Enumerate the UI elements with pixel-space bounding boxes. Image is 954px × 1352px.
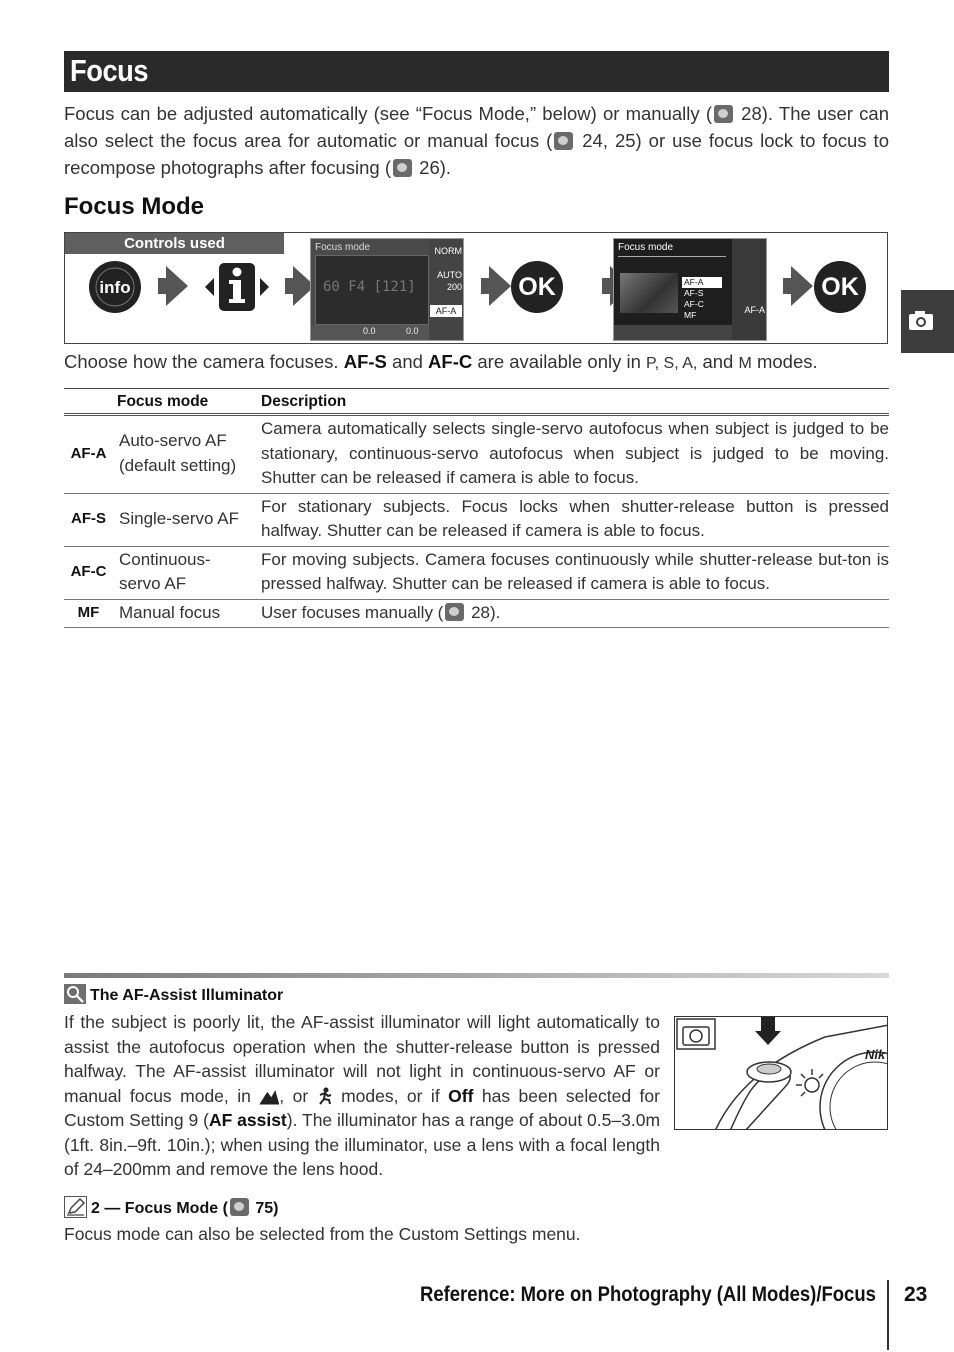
camera-tab-icon <box>901 290 954 353</box>
custom-setting-text: Focus mode can also be selected from the Custom Settings menu. <box>64 1224 581 1244</box>
ok-button-icon: OK <box>814 261 866 313</box>
footer-reference: Reference: More on Photography (All Modes)/Focus <box>420 1283 876 1306</box>
table-header-focus-mode: Focus mode <box>64 389 255 415</box>
custom-setting-heading: 2 — Focus Mode ( 75) <box>64 1196 278 1218</box>
arrow-icon <box>166 266 188 306</box>
arrow-icon <box>489 266 511 306</box>
lcd2-options: AF-A AF-S AF-C MF <box>682 277 722 321</box>
page-number: 23 <box>904 1283 928 1306</box>
sports-mode-icon <box>317 1087 333 1105</box>
landscape-mode-icon <box>259 1087 279 1105</box>
table-row: MF Manual focus User focuses manually ( 28). <box>64 599 889 628</box>
camera-brand-label: Nik <box>865 1047 886 1062</box>
footer-divider <box>887 1280 889 1350</box>
info-button-icon <box>89 261 141 313</box>
reference-icon <box>445 603 464 621</box>
magnifier-note-icon <box>64 984 86 1004</box>
controls-used-label: Controls used <box>65 233 284 254</box>
intro-text-3: 24, 25) or use focus lock to focus to recompose photographs after focusing ( <box>64 130 889 178</box>
reference-icon <box>714 105 733 123</box>
title-bar <box>64 51 889 92</box>
intro-text-4: 26). <box>414 157 452 178</box>
lcd1-side-values: NORM AUTO 200 AF-A <box>430 245 462 317</box>
ok-button-icon: OK <box>511 261 563 313</box>
lcd-screen-2: Focus mode AF-A AF-S AF-C MF AF-A <box>613 238 767 341</box>
intro-text-1: Focus can be adjusted automatically (see “Focus Mode,” below) or manually ( <box>64 103 712 124</box>
focus-mode-table <box>64 388 889 628</box>
table-row: AF-C Continuous-servo AF For moving subjects. Camera focuses continuously while shutter-release but-ton is pressed halfway. Shutter can be released if camera is able to focus. <box>64 546 889 599</box>
lcd2-title: Focus mode <box>618 242 674 253</box>
af-illuminator-illustration <box>674 1016 888 1130</box>
intro-paragraph <box>64 100 889 181</box>
reference-icon <box>393 159 412 177</box>
reference-icon <box>554 132 573 150</box>
intro-text-2: 28). The user can also select the focus area for automatic or manual focus ( <box>64 103 889 151</box>
af-assist-heading: The AF-Assist Illuminator <box>64 984 283 1005</box>
arrow-icon <box>791 266 813 306</box>
lcd-screen-1: Focus mode 60 F4 [121] NORM AUTO 200 AF-A 0.0 0.0 <box>310 238 464 341</box>
reference-icon <box>230 1198 249 1216</box>
table-row: AF-A Auto-servo AF (default setting) Camera automatically selects single-servo autofocus when subject is judged to be stationary, continuous-servo autofocus when subject is judged to be moving. Shutter can be released if camera is able to focus. <box>64 415 889 494</box>
table-header-row <box>64 389 889 415</box>
table-row: AF-S Single-servo AF For stationary subjects. Focus locks when shutter-release button is pressed halfway. Shutter can be released if camera is able to focus. <box>64 493 889 546</box>
focus-mode-heading: Focus Mode <box>64 193 205 220</box>
choose-focus-text: Choose how the camera focuses. AF-S and AF-C are available only in P, S, A, and M modes. <box>64 351 818 372</box>
lcd1-readout: 60 F4 [121] <box>323 279 416 295</box>
note-divider <box>64 973 889 978</box>
af-assist-text: If the subject is poorly lit, the AF-assist illuminator will light automatically to assist the autofocus operation when the shutter-release button is pressed halfway. The AF-assist illuminator will not light in continuous-servo AF or manual focus mode, in , or modes, or if Off has been selected for Custom Setting 9 (AF assist). The illuminator has a range of about 0.5–3.0m (1ft. 8in.–9ft. 10in.); when using the illuminator, use a lens with a focal length of 24–200mm and remove the lens hood. <box>64 1012 661 1179</box>
lcd1-title: Focus mode <box>315 242 371 253</box>
pencil-note-icon <box>64 1196 87 1218</box>
info-label: info <box>99 278 131 297</box>
table-header-description: Description <box>255 389 889 415</box>
i-button-icon <box>205 261 269 313</box>
controls-used-box <box>64 232 888 344</box>
page-title: Focus <box>70 53 149 88</box>
